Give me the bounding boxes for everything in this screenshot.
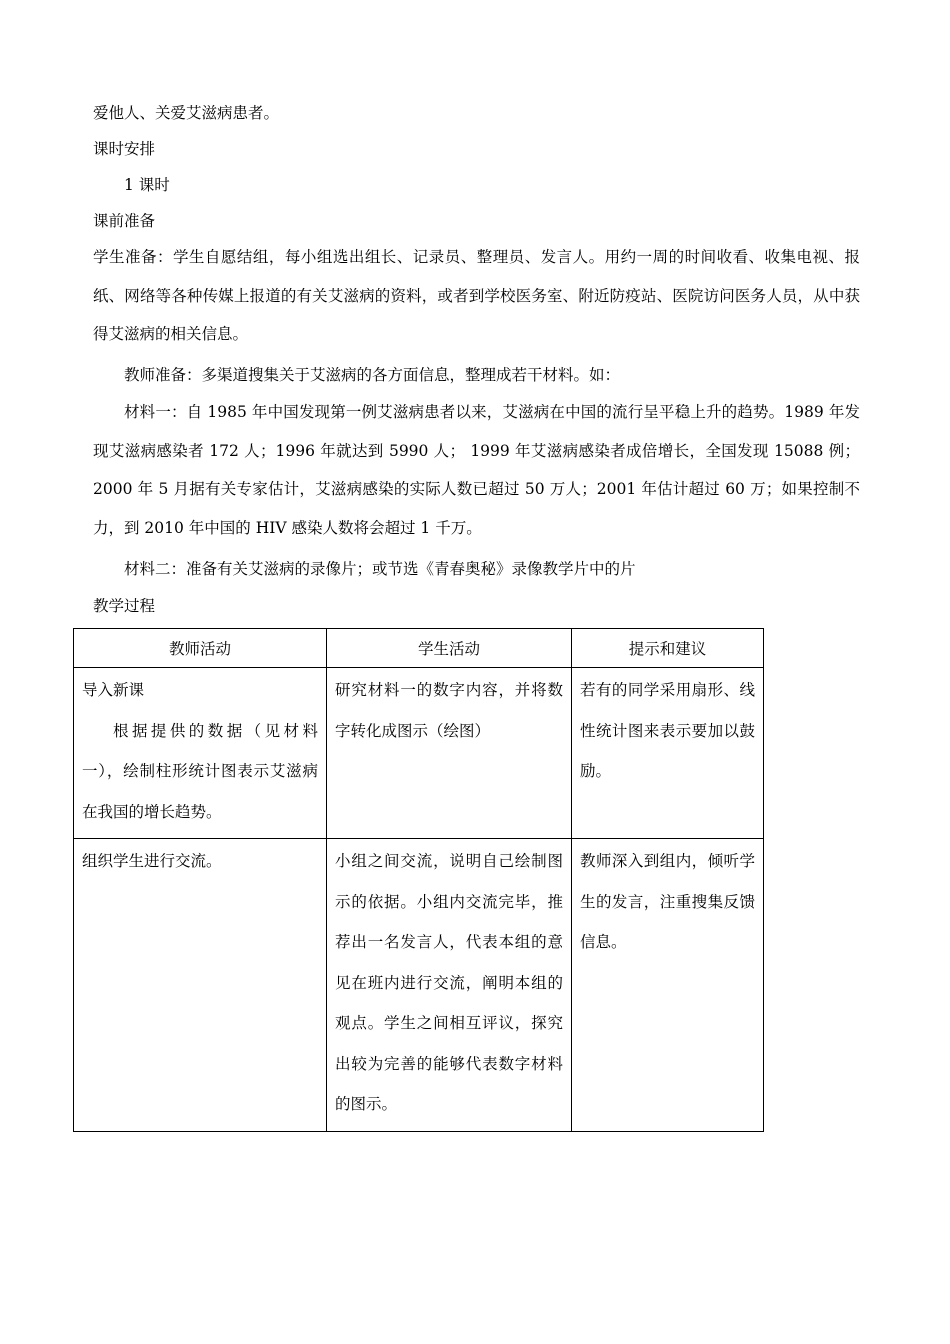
intro-tail-text: 爱他人、关爱艾滋病患者。 bbox=[93, 104, 280, 122]
header-student-activity: 学生活动 bbox=[327, 629, 572, 668]
teacher-activity-cell bbox=[74, 839, 327, 1132]
header-teacher-activity: 教师活动 bbox=[74, 629, 327, 668]
tips-cell bbox=[572, 668, 764, 839]
material-one-paragraph: 材料一：自 1985 年中国发现第一例艾滋病患者以来，艾滋病在中国的流行呈平稳上升的趋势。1989 年发现艾滋病感染者 172 人；1996 年就达到 5990 人； 1999 年艾滋病感染者成倍增长，全国发现 15088 例；2000 年 5 月据有关专家估计，艾滋病感染的实际人数已超过 50 万人；2001 年估计超过 60 万；如果控制不力，到 2010 年中国的 HIV 感染人数将会超过 1 千万。 bbox=[93, 403, 860, 537]
material-two-paragraph: 材料二：准备有关艾滋病的录像片；或节选《青春奥秘》录像教学片中的片 bbox=[124, 560, 636, 578]
schedule-heading: 课时安排 bbox=[93, 140, 156, 158]
prep-heading: 课前准备 bbox=[93, 212, 156, 230]
process-heading: 教学过程 bbox=[93, 597, 156, 615]
teacher-activity-title: 导入新课 bbox=[82, 681, 145, 699]
teacher-prep-paragraph: 教师准备：多渠道搜集关于艾滋病的各方面信息，整理成若干材料。如： bbox=[124, 366, 621, 384]
student-activity-text: 研究材料一的数字内容，并将数字转化成图示（绘图） bbox=[335, 681, 563, 740]
schedule-value: 1 课时 bbox=[124, 176, 170, 194]
student-activity-text: 小组之间交流，说明自己绘制图示的依据。小组内交流完毕，推荐出一名发言人，代表本组的意见在班内进行交流，阐明本组的观点。学生之间相互评议，探究出较为完善的能够代表数字材料的图示。 bbox=[335, 852, 563, 1113]
tips-cell bbox=[572, 839, 764, 1132]
table-row bbox=[74, 839, 764, 1132]
teacher-activity-cell bbox=[74, 668, 327, 839]
student-activity-cell bbox=[327, 668, 572, 839]
student-prep-paragraph: 学生准备：学生自愿结组，每小组选出组长、记录员、整理员、发言人。用约一周的时间收看、收集电视、报纸、网络等各种传媒上报道的有关艾滋病的资料，或者到学校医务室、附近防疫站、医院访问医务人员，从中获得艾滋病的相关信息。 bbox=[93, 248, 860, 343]
teacher-activity-body: 根据提供的数据（见材料一），绘制柱形统计图表示艾滋病在我国的增长趋势。 bbox=[82, 721, 318, 821]
teacher-activity-title: 组织学生进行交流。 bbox=[82, 852, 222, 870]
teaching-process-table bbox=[73, 628, 764, 1132]
tips-text: 教师深入到组内，倾听学生的发言，注重搜集反馈信息。 bbox=[580, 852, 755, 951]
student-activity-cell bbox=[327, 839, 572, 1132]
table-header-row bbox=[74, 629, 764, 668]
tips-text: 若有的同学采用扇形、线性统计图来表示要加以鼓励。 bbox=[580, 681, 755, 780]
header-tips: 提示和建议 bbox=[572, 629, 764, 668]
table-row bbox=[74, 668, 764, 839]
